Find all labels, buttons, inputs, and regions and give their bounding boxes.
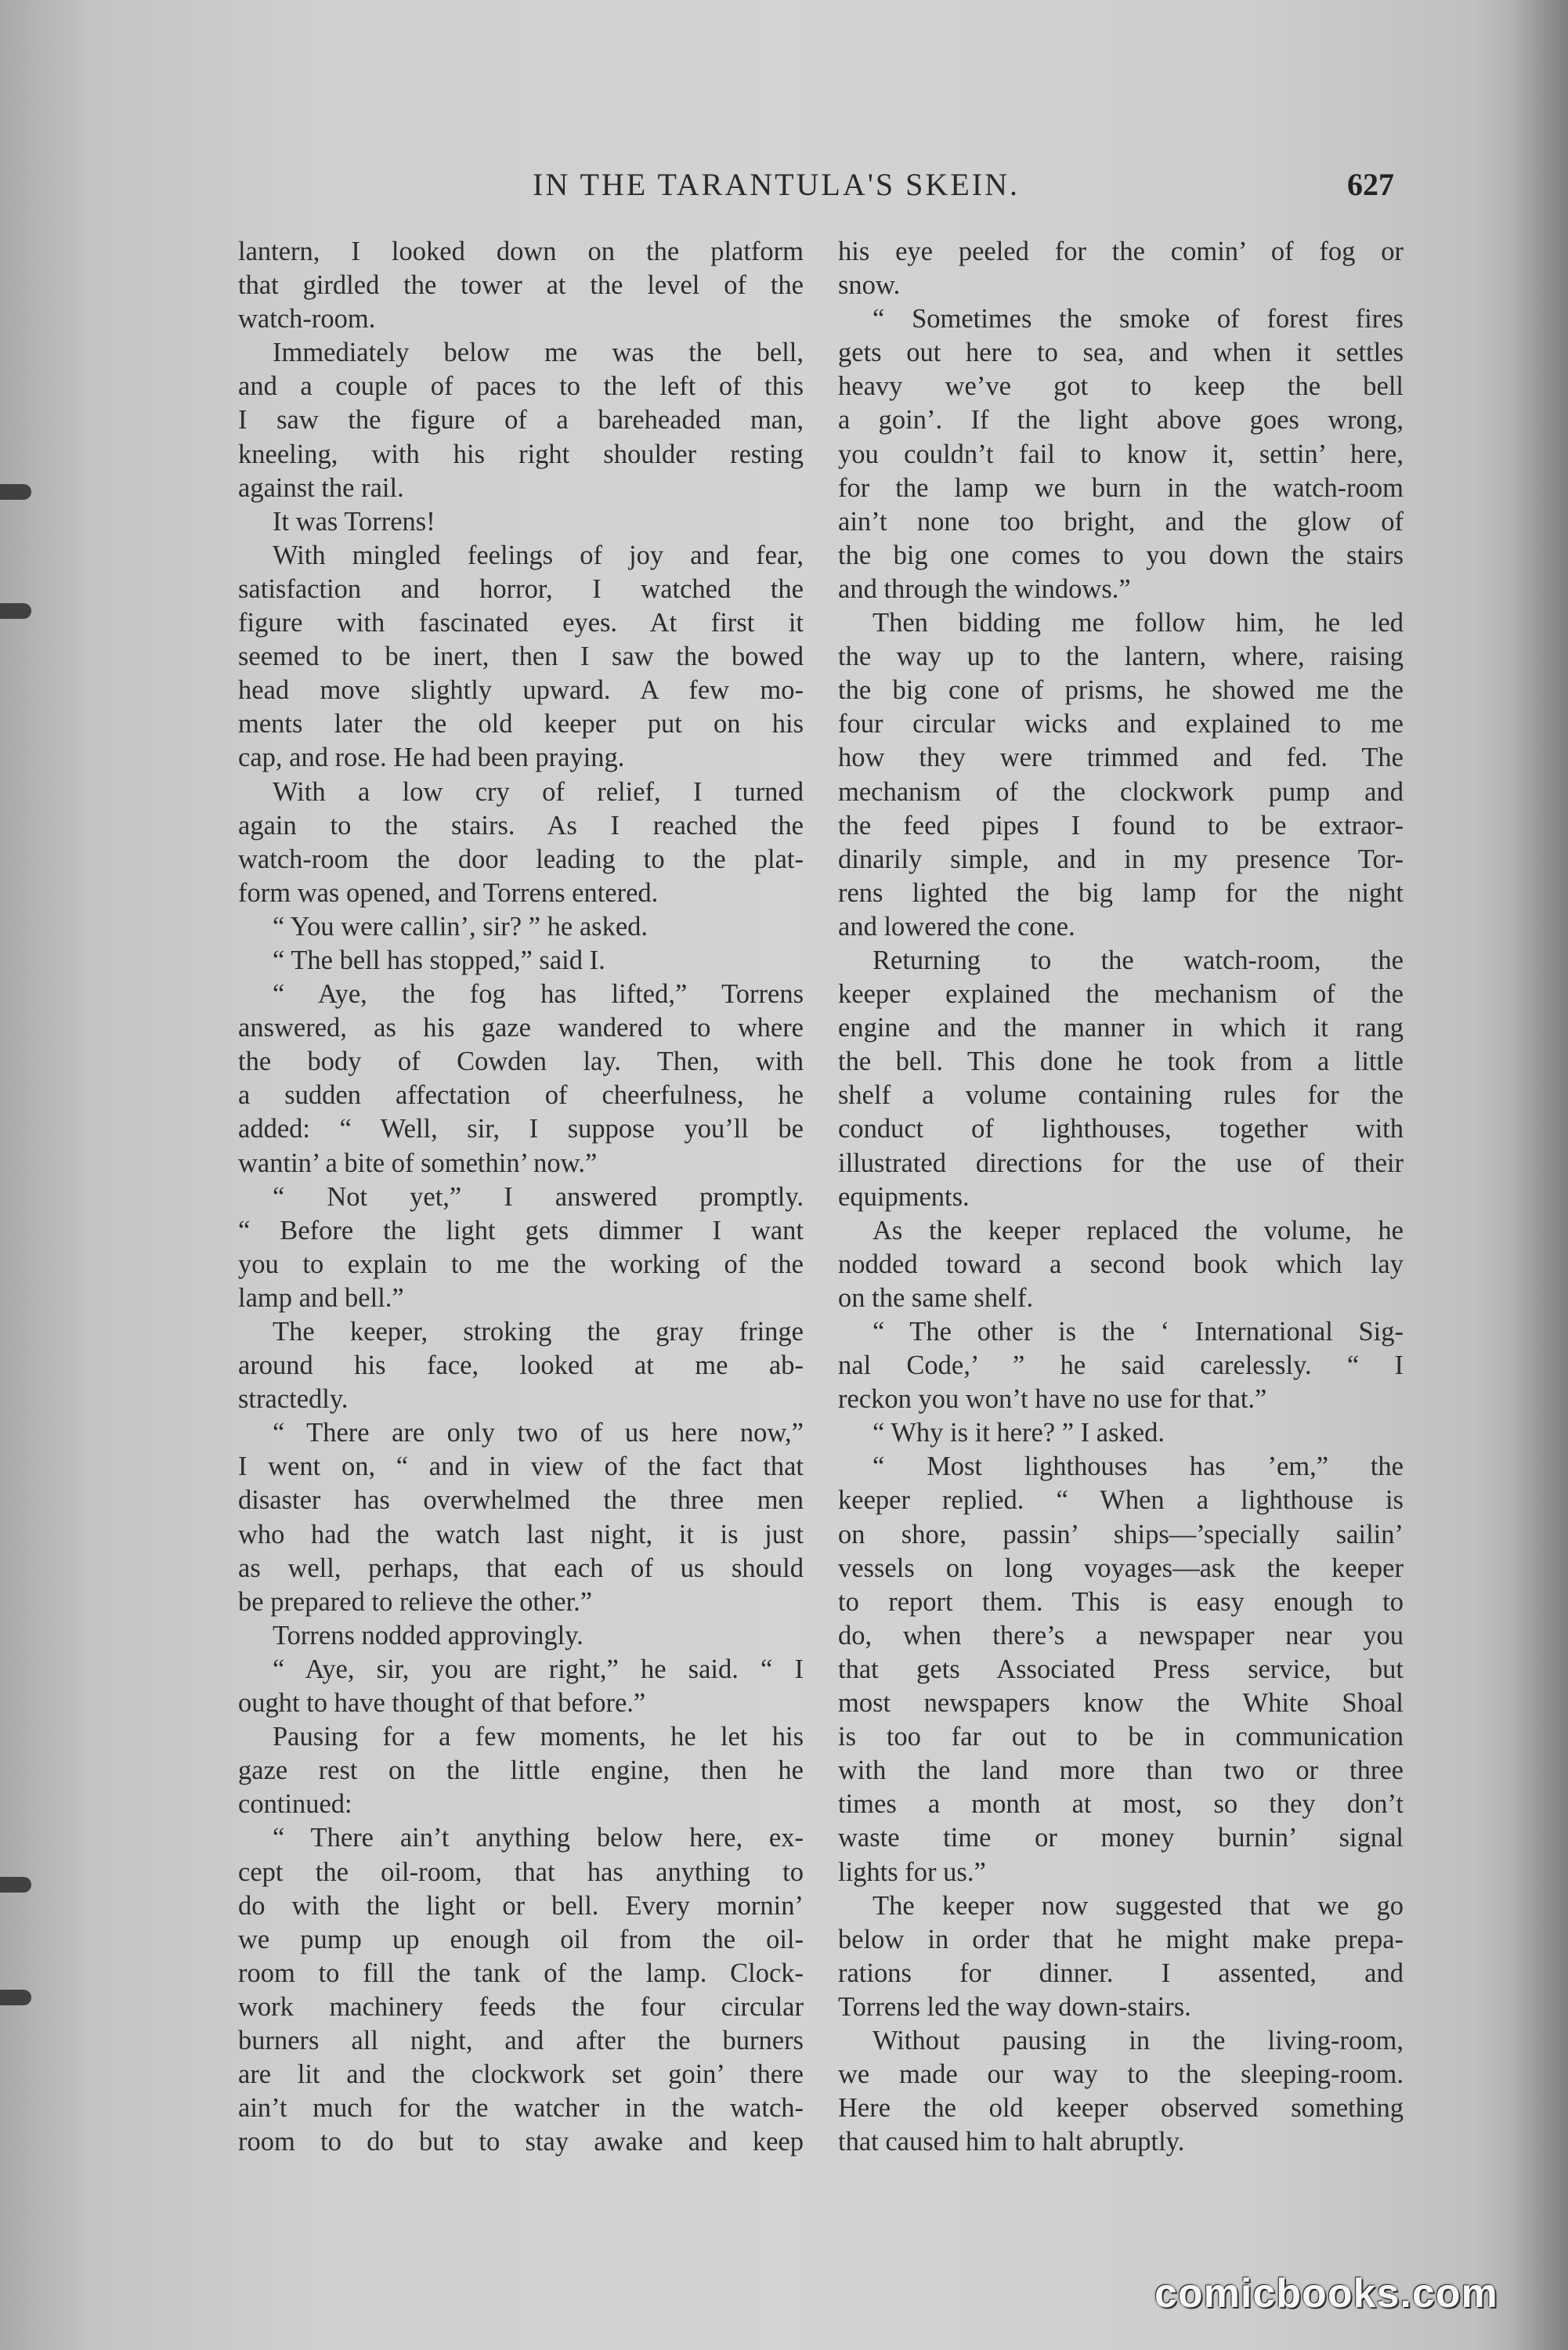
text-line: satisfaction and horror, I watched the: [238, 573, 804, 604]
text-line: “ Most lighthouses has ’em,” the: [873, 1452, 1404, 1482]
text-line: do, when there’s a newspaper near you: [838, 1620, 1404, 1650]
text-column-right: [838, 235, 1404, 2159]
text-line: Pausing for a few moments, he let his: [273, 1722, 804, 1752]
text-line: and through the windows.”: [838, 573, 1131, 604]
text-line: Here the old keeper observed something: [838, 2093, 1404, 2124]
text-line: times a month at most, so they don’t: [838, 1789, 1404, 1820]
text-line: “ Aye, the fog has lifted,” Torrens: [273, 979, 804, 1010]
text-line: rations for dinner. I assented, and: [838, 1958, 1404, 1988]
text-line: “ Not yet,” I answered promptly.: [273, 1181, 804, 1212]
text-line: the way up to the lantern, where, raising: [838, 642, 1404, 672]
watermark: comicbooks.com: [1154, 2271, 1498, 2316]
text-line: be prepared to relieve the other.”: [238, 1586, 593, 1617]
text-line: head move slightly upward. A few mo-: [238, 675, 804, 706]
text-line: stractedly.: [238, 1384, 349, 1415]
text-line: to report them. This is easy enough to: [838, 1586, 1404, 1617]
text-line: With a low cry of relief, I turned: [273, 776, 804, 807]
binding-hole: [0, 603, 31, 619]
text-line: the bell. This done he took from a little: [838, 1047, 1404, 1077]
text-line: kneeling, with his right shoulder resting: [238, 439, 804, 469]
binding-hole: [0, 1877, 31, 1893]
text-line: rens lighted the big lamp for the night: [838, 877, 1404, 908]
text-line: ments later the old keeper put on his: [238, 709, 804, 739]
text-line: “ Aye, sir, you are right,” he said. “ I: [273, 1654, 804, 1684]
text-line: ain’t much for the watcher in the watch-: [238, 2093, 804, 2124]
text-line: as well, perhaps, that each of us should: [238, 1553, 804, 1583]
text-line: “ Why is it here? ” I asked.: [873, 1418, 1165, 1448]
text-line: “ Before the light gets dimmer I want: [238, 1215, 804, 1246]
text-line: watch-room.: [238, 304, 376, 334]
text-line: the big one comes to you down the stairs: [838, 540, 1404, 570]
text-line: equipments.: [838, 1181, 970, 1212]
text-line: Torrens nodded approvingly.: [273, 1620, 583, 1650]
text-line: with the land more than two or three: [838, 1755, 1404, 1786]
text-line: cap, and rose. He had been praying.: [238, 743, 625, 773]
text-line: With mingled feelings of joy and fear,: [273, 540, 804, 570]
text-column-left: [238, 235, 804, 2159]
text-line: Without pausing in the living-room,: [873, 2025, 1404, 2055]
text-line: the body of Cowden lay. Then, with: [238, 1047, 804, 1077]
page-number: 627: [1347, 167, 1394, 202]
text-line: are lit and the clockwork set goin’ there: [238, 2059, 804, 2090]
page-edge-shadow: [1513, 0, 1568, 2350]
text-line: dinarily simple, and in my presence Tor-: [838, 844, 1404, 874]
text-line: work machinery feeds the four circular: [238, 1991, 804, 2022]
text-line: and lowered the cone.: [838, 911, 1075, 942]
text-line: do with the light or bell. Every mornin’: [238, 1890, 804, 1921]
text-line: that caused him to halt abruptly.: [838, 2127, 1185, 2157]
text-line: continued:: [238, 1789, 352, 1820]
text-line: The keeper now suggested that we go: [873, 1890, 1404, 1921]
text-line: and a couple of paces to the left of this: [238, 371, 804, 402]
text-line: his eye peeled for the comin’ of fog or: [838, 237, 1404, 266]
text-line: room to do but to stay awake and keep: [238, 2127, 804, 2157]
text-line: wantin’ a bite of somethin’ now.”: [238, 1148, 598, 1178]
text-line: you to explain to me the working of the: [238, 1249, 804, 1279]
text-line: a goin’. If the light above goes wrong,: [838, 405, 1404, 436]
text-line: ain’t none too bright, and the glow of: [838, 506, 1404, 537]
page-header: [0, 166, 1568, 213]
text-line: below in order that he might make prepa-: [838, 1924, 1404, 1954]
text-line: “ You were callin’, sir? ” he asked.: [273, 911, 649, 942]
text-line: you couldn’t fail to know it, settin’ here,: [838, 439, 1404, 469]
text-line: on the same shelf.: [838, 1282, 1034, 1313]
binding-hole: [0, 1990, 31, 2005]
binding-hole: [0, 484, 31, 500]
text-line: disaster has overwhelmed the three men: [238, 1485, 804, 1516]
text-line: again to the stairs. As I reached the: [238, 810, 804, 841]
text-line: we made our way to the sleeping-room.: [838, 2059, 1404, 2090]
text-line: Immediately below me was the bell,: [273, 338, 804, 368]
text-line: Then bidding me follow him, he led: [873, 608, 1404, 638]
text-line: that girdled the tower at the level of the: [238, 270, 804, 301]
text-line: cept the oil-room, that has anything to: [238, 1856, 804, 1887]
text-line: illustrated directions for the use of their: [838, 1148, 1404, 1178]
text-line: conduct of lighthouses, together with: [838, 1114, 1404, 1144]
text-line: gaze rest on the little engine, then he: [238, 1755, 804, 1786]
text-line: shelf a volume containing rules for the: [838, 1080, 1404, 1111]
text-line: “ The other is the ‘ International Sig-: [873, 1317, 1404, 1347]
text-line: how they were trimmed and fed. The: [838, 743, 1404, 773]
text-line: waste time or money burnin’ signal: [838, 1823, 1404, 1853]
text-line: nal Code,’ ” he said carelessly. “ I: [838, 1350, 1404, 1381]
text-line: vessels on long voyages—ask the keeper: [838, 1553, 1404, 1583]
text-line: that gets Associated Press service, but: [838, 1654, 1404, 1684]
text-line: “ The bell has stopped,” said I.: [273, 945, 605, 975]
text-line: the feed pipes I found to be extraor-: [838, 810, 1404, 841]
text-line: As the keeper replaced the volume, he: [873, 1215, 1404, 1246]
text-line: reckon you won’t have no use for that.”: [838, 1384, 1267, 1415]
text-line: burners all night, and after the burners: [238, 2025, 804, 2055]
text-line: for the lamp we burn in the watch-room: [838, 472, 1404, 503]
text-line: we pump up enough oil from the oil-: [238, 1924, 804, 1954]
text-line: keeper explained the mechanism of the: [838, 979, 1404, 1010]
text-line: most newspapers know the White Shoal: [838, 1688, 1404, 1719]
text-line: lantern, I looked down on the platform: [238, 237, 804, 266]
text-line: engine and the manner in which it rang: [838, 1013, 1404, 1043]
text-line: mechanism of the clockwork pump and: [838, 776, 1404, 807]
text-line: I saw the figure of a bareheaded man,: [238, 405, 804, 436]
text-line: It was Torrens!: [273, 506, 435, 537]
text-line: snow.: [838, 270, 901, 301]
text-line: four circular wicks and explained to me: [838, 709, 1404, 739]
text-line: “ There are only two of us here now,”: [273, 1418, 804, 1448]
text-line: watch-room the door leading to the plat-: [238, 844, 804, 874]
text-line: against the rail.: [238, 472, 404, 503]
text-line: the big cone of prisms, he showed me the: [838, 675, 1404, 706]
text-line: nodded toward a second book which lay: [838, 1249, 1404, 1279]
text-line: around his face, looked at me ab-: [238, 1350, 804, 1381]
text-line: The keeper, stroking the gray fringe: [273, 1317, 804, 1347]
text-line: “ Sometimes the smoke of forest fires: [873, 304, 1404, 334]
text-line: answered, as his gaze wandered to where: [238, 1013, 804, 1043]
text-line: lights for us.”: [838, 1856, 986, 1887]
text-line: “ There ain’t anything below here, ex-: [273, 1823, 804, 1853]
text-line: on shore, passin’ ships—’specially sailin’: [838, 1519, 1404, 1549]
text-line: figure with fascinated eyes. At first it: [238, 608, 804, 638]
text-line: ought to have thought of that before.”: [238, 1688, 646, 1719]
text-line: gets out here to sea, and when it settles: [838, 338, 1404, 368]
text-line: keeper replied. “ When a lighthouse is: [838, 1485, 1404, 1516]
running-title: IN THE TARANTULA'S SKEIN.: [533, 167, 1020, 202]
text-line: is too far out to be in communication: [838, 1722, 1404, 1752]
text-line: Returning to the watch-room, the: [873, 945, 1404, 975]
text-line: added: “ Well, sir, I suppose you’ll be: [238, 1114, 804, 1144]
text-line: who had the watch last night, it is just: [238, 1519, 804, 1549]
text-line: Torrens led the way down-stairs.: [838, 1991, 1191, 2022]
text-line: a sudden affectation of cheerfulness, he: [238, 1080, 804, 1111]
text-line: room to fill the tank of the lamp. Clock-: [238, 1958, 804, 1988]
text-line: I went on, “ and in view of the fact that: [238, 1452, 804, 1482]
text-line: lamp and bell.”: [238, 1282, 404, 1313]
text-line: seemed to be inert, then I saw the bowed: [238, 642, 804, 672]
text-line: heavy we’ve got to keep the bell: [838, 371, 1404, 402]
text-line: form was opened, and Torrens entered.: [238, 877, 659, 908]
